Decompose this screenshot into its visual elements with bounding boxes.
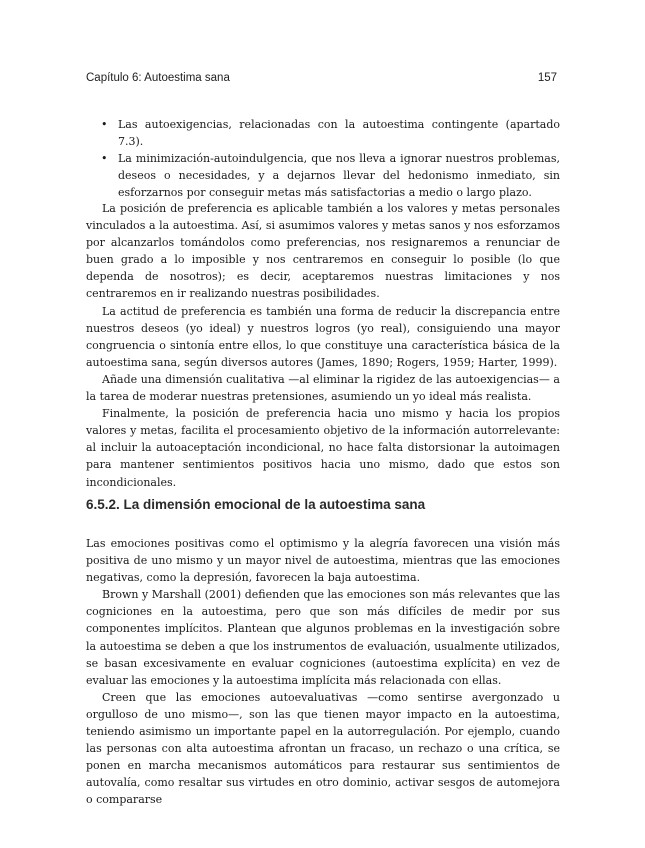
paragraph: Brown y Marshall (2001) defienden que las emociones son más relevantes que las cogniciones en la autoestima, pero que son más difíciles de medir por sus componentes implícitos. Plantean que algunos problemas en la investigación sobre la autoestima se deben a que los instrumentos de evaluación, usualmente utilizados, se basan excesivamente en evaluar cogniciones (autoestima explícita) en vez de evaluar las emociones y la autoestima implícita más relacionada con ellas.: [86, 588, 560, 687]
bullet-item: • Las autoexigencias, relacionadas con la autoestima contingente (apartado 7.3).: [86, 116, 560, 150]
text-block-emotional: [86, 535, 560, 809]
chapter-title: Capítulo 6: Autoestima sana: [86, 72, 230, 84]
bullet-item: • La minimización-autoindulgencia, que nos lleva a ignorar nuestros problemas, deseos o necesidades, y a dejarnos llevar del hedonismo inmediato, sin esforzarnos por conseguir metas más satisfactorias a medio o largo plazo.: [86, 150, 560, 201]
page-number: 157: [537, 72, 557, 84]
section-heading: 6.5.2. La dimensión emocional de la autoestima sana: [86, 497, 426, 512]
paragraph: Finalmente, la posición de preferencia hacia uno mismo y hacia los propios valores y metas, facilita el procesamiento objetivo de la información autorrelevante: al incluir la autoaceptación incondicional, no hace falta distorsionar la autoimagen para mantener sentimientos positivos hacia uno mismo, dado que estos son incondicionales.: [86, 407, 560, 489]
running-header: [86, 72, 557, 84]
paragraph: Las emociones positivas como el optimismo y la alegría favorecen una visión más positiva de uno mismo y un mayor nivel de autoestima, mientras que las emociones negativas, como la depresión, favorecen la baja autoestima.: [86, 537, 560, 585]
paragraph: La posición de preferencia es aplicable también a los valores y metas personales vinculados a la autoestima. Así, si asumimos valores y metas sanos y nos esforzamos por alcanzarlos tomándolos como preferencias, nos resignaremos a renunciar de buen grado a lo imposible y nos centraremos en conseguir lo posible (lo que dependa de nosotros); es decir, aceptaremos nuestras limitaciones y nos centraremos en ir realizando nuestras posibilidades.: [86, 202, 560, 301]
text-block-preference: [86, 200, 560, 491]
paragraph: Añade una dimensión cualitativa —al eliminar la rigidez de las autoexigencias— a la tarea de moderar nuestras pretensiones, asumiendo un yo ideal más realista.: [86, 372, 560, 404]
bullet-list: [86, 116, 560, 201]
paragraph: Creen que las emociones autoevaluativas —como sentirse avergonzado u orgulloso de uno mismo—, son las que tienen mayor impacto en la autoestima, teniendo asimismo un importante papel en la autorregulación. Por ejemplo, cuando las personas con alta autoestima afrontan un fracaso, un rechazo o una crítica, se ponen en marcha mecanismos automáticos para restaurar sus sentimientos de autovalía, como resaltar sus virtudes en otro dominio, activar sesgos de automejora o compararse: [86, 690, 560, 807]
paragraph: La actitud de preferencia es también una forma de reducir la discrepancia entre nuestros deseos (yo ideal) y nuestros logros (yo real), consiguiendo una mayor congruencia o sintonía entre ellos, lo que constituye una característica básica de la autoestima sana, según diversos autores (James, 1890; Rogers, 1959; Harter, 1999).: [86, 304, 560, 369]
